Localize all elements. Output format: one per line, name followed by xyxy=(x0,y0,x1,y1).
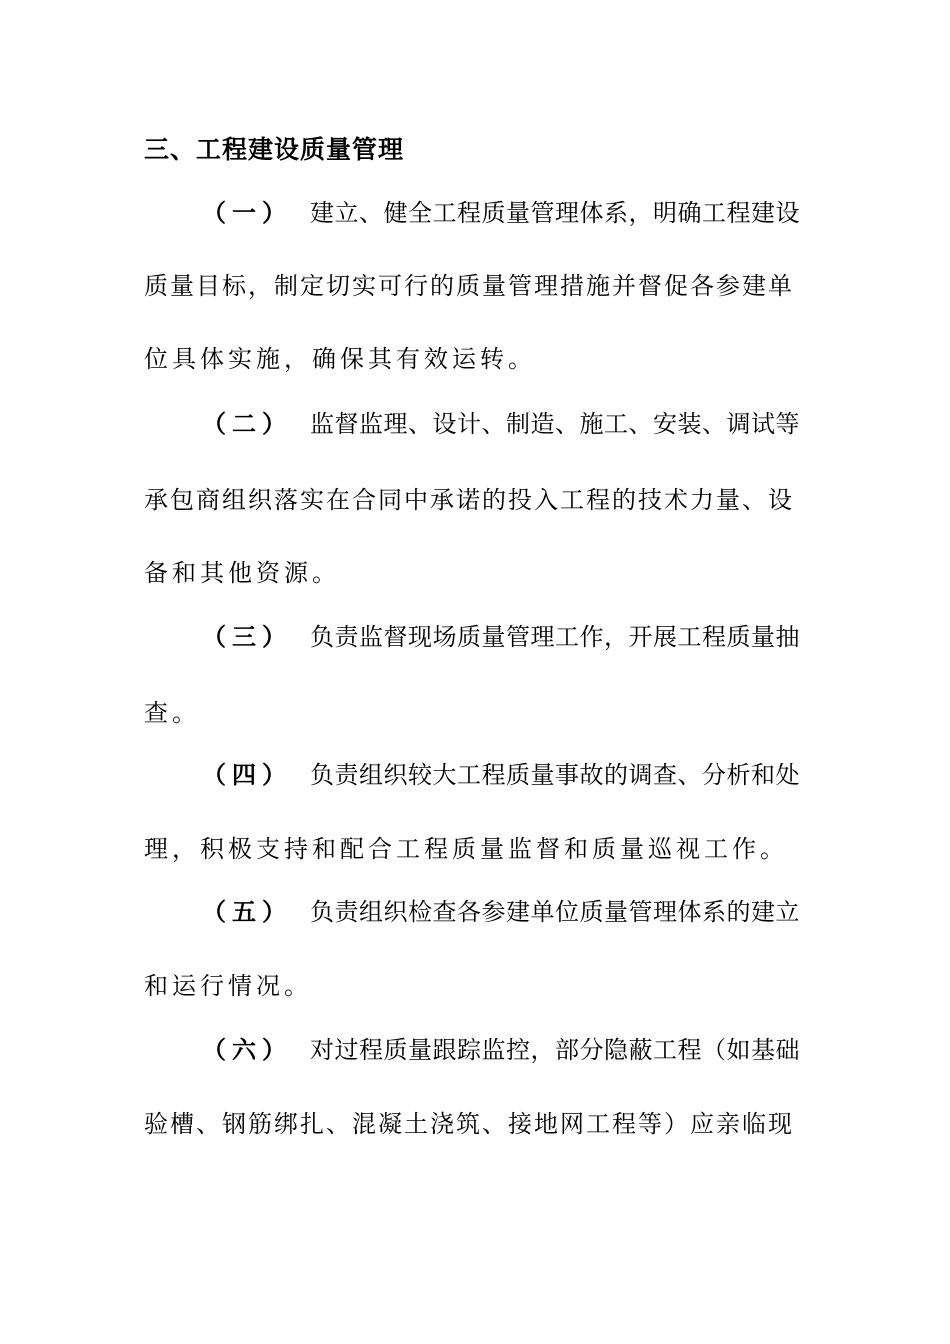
paragraph-3-number: （三） xyxy=(202,622,292,651)
paragraph-5-line-2: 和运行情况。 xyxy=(144,972,312,1000)
paragraph-6-line-2: 验槽、钢筋绑扎、混凝土浇筑、接地网工程等）应亲临现 xyxy=(144,1110,794,1138)
section-heading: 三、工程建设质量管理 xyxy=(144,135,405,164)
paragraph-5-text-1: 负责组织检查各参建单位质量管理体系的建立 xyxy=(310,898,800,926)
paragraph-5-number: （五） xyxy=(202,897,292,926)
paragraph-1-line-3: 位具体实施，确保其有效运转。 xyxy=(144,345,536,373)
paragraph-2-line-1 xyxy=(202,404,800,444)
paragraph-1-number: （一） xyxy=(202,198,292,227)
paragraph-3-line-2: 查。 xyxy=(144,699,200,727)
paragraph-4-line-2: 理，积极支持和配合工程质量监督和质量巡视工作。 xyxy=(144,835,788,863)
paragraph-1-line-1 xyxy=(202,193,800,233)
paragraph-5-line-1 xyxy=(202,892,800,932)
paragraph-1-text-1: 建立、健全工程质量管理体系，明确工程建设 xyxy=(310,199,800,227)
paragraph-2-number: （二） xyxy=(202,409,292,438)
paragraph-4-text-1: 负责组织较大工程质量事故的调查、分析和处 xyxy=(310,761,800,789)
paragraph-6-line-1 xyxy=(202,1030,800,1070)
paragraph-2-line-2: 承包商组织落实在合同中承诺的投入工程的技术力量、设 xyxy=(144,486,794,514)
paragraph-2-line-3: 备和其他资源。 xyxy=(144,559,340,587)
paragraph-3-line-1 xyxy=(202,617,800,657)
paragraph-1-line-2: 质量目标，制定切实可行的质量管理措施并督促各参建单 xyxy=(144,272,794,300)
paragraph-4-number: （四） xyxy=(202,760,292,789)
paragraph-4-line-1 xyxy=(202,755,800,795)
paragraph-6-number: （六） xyxy=(202,1035,292,1064)
paragraph-3-text-1: 负责监督现场质量管理工作，开展工程质量抽 xyxy=(310,623,800,651)
paragraph-2-text-1: 监督监理、设计、制造、施工、安装、调试等 xyxy=(310,410,800,438)
paragraph-6-text-1: 对过程质量跟踪监控，部分隐蔽工程（如基础 xyxy=(310,1036,800,1064)
